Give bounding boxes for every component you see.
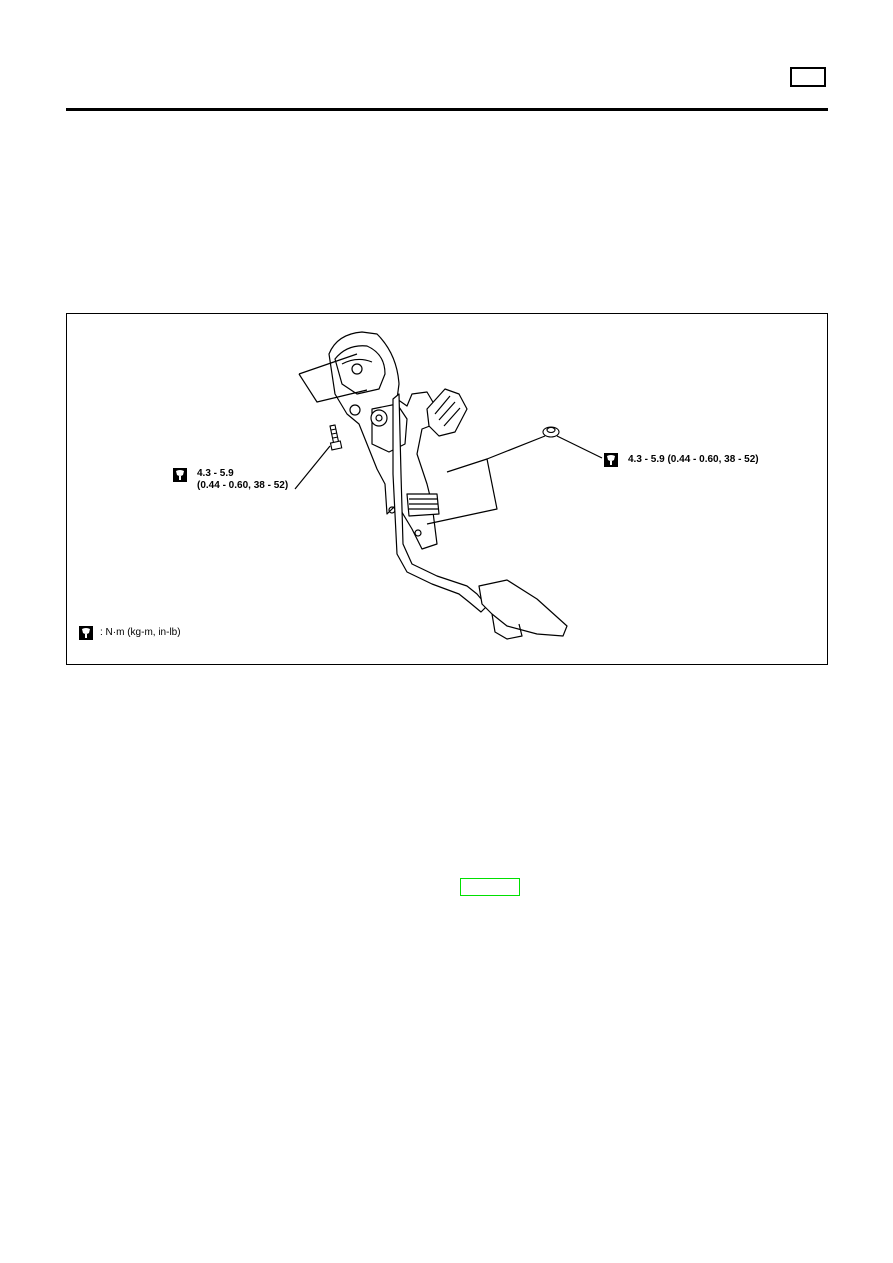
torque-wrench-icon (604, 453, 618, 467)
torque-spec-left-line2: (0.44 - 0.60, 38 - 52) (197, 480, 289, 491)
header-rule (66, 108, 828, 111)
torque-wrench-icon (173, 468, 187, 482)
torque-spec-left-line1: 4.3 - 5.9 (197, 468, 234, 479)
page-number-box (790, 67, 826, 87)
torque-wrench-icon (79, 626, 93, 640)
torque-spec-right: 4.3 - 5.9 (0.44 - 0.60, 38 - 52) (628, 454, 759, 465)
accelerator-pedal-figure (66, 313, 828, 665)
accelerator-pedal-illustration (67, 314, 827, 664)
torque-legend: : N·m (kg-m, in-lb) (100, 627, 181, 638)
reference-link[interactable] (460, 878, 520, 896)
